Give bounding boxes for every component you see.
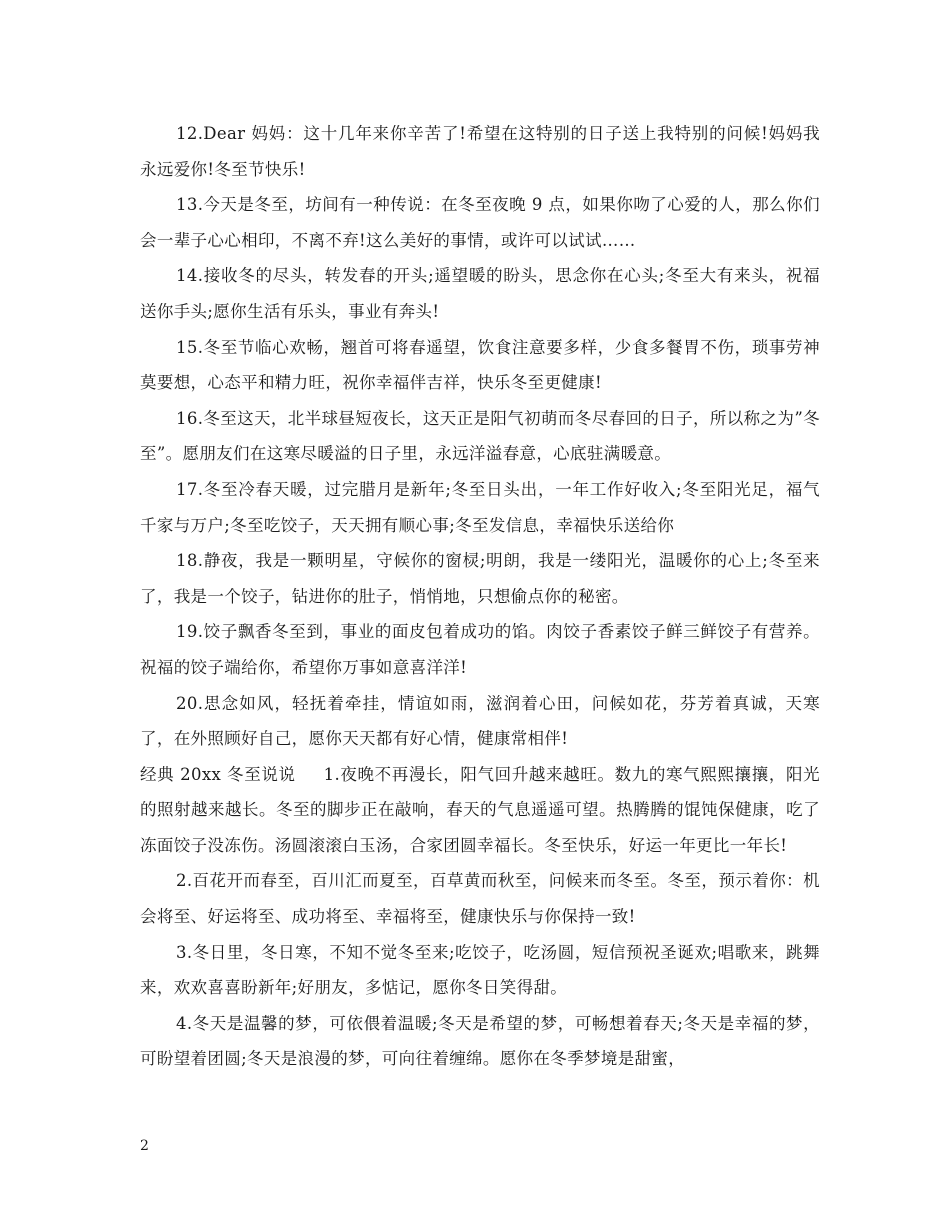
page-number: 2 [140,1138,149,1154]
paragraph-12: 12.Dear 妈妈：这十几年来你辛苦了!希望在这特别的日子送上我特别的问候!妈妈我永远爱你!冬至节快乐! [140,124,820,179]
section-heading-paragraph [140,757,820,864]
paragraph-18: 18.静夜，我是一颗明星，守候你的窗棂;明朗，我是一缕阳光，温暖你的心上;冬至来了，我是一个饺子，钻进你的肚子，悄悄地，只想偷点你的秘密。 [140,551,820,606]
section-item-4: 4.冬天是温馨的梦，可依偎着温暖;冬天是希望的梦，可畅想着春天;冬天是幸福的梦，可盼望着团圆;冬天是浪漫的梦，可向往着缠绵。愿你在冬季梦境是甜蜜， [140,1013,820,1069]
paragraph-20: 20.思念如风，轻抚着牵挂，情谊如雨，滋润着心田，问候如花，芬芳着真诚，天寒了，在外照顾好自己，愿你天天都有好心情，健康常相伴! [140,693,820,749]
paragraph-19: 19.饺子飘香冬至到，事业的面皮包着成功的馅。肉饺子香素饺子鲜三鲜饺子有营养。祝福的饺子端给你，希望你万事如意喜洋洋! [140,622,820,677]
document-body [140,116,820,1077]
paragraph-17: 17.冬至冷春天暖，过完腊月是新年;冬至日头出，一年工作好收入;冬至阳光足，福气千家与万户;冬至吃饺子，天天拥有顺心事;冬至发信息，幸福快乐送给你 [140,479,820,535]
paragraph-16: 16.冬至这天，北半球昼短夜长，这天正是阳气初萌而冬尽春回的日子，所以称之为”冬至”。愿朋友们在这寒尽暖溢的日子里，永远洋溢春意，心底驻满暖意。 [140,408,820,464]
paragraph-13: 13.今天是冬至，坊间有一种传说：在冬至夜晚 9 点，如果你吻了心爱的人，那么你们会一辈子心心相印，不离不弃!这么美好的事情，或许可以试试…… [140,195,820,250]
paragraph-15: 15.冬至节临心欢畅，翘首可将春遥望，饮食注意要多样，少食多餐胃不伤，琐事劳神莫要想，心态平和精力旺，祝你幸福伴吉祥，快乐冬至更健康! [140,337,820,393]
section-item-2: 2.百花开而春至，百川汇而夏至，百草黄而秋至，问候来而冬至。冬至，预示着你：机会将至、好运将至、成功将至、幸福将至，健康快乐与你保持一致! [140,871,820,927]
section-item-3: 3.冬日里，冬日寒，不知不觉冬至来;吃饺子，吃汤圆，短信预祝圣诞欢;唱歌来，跳舞来，欢欢喜喜盼新年;好朋友，多惦记，愿你冬日笑得甜。 [140,942,820,998]
paragraph-14: 14.接收冬的尽头，转发春的开头;遥望暖的盼头，思念你在心头;冬至大有来头，祝福送你手头;愿你生活有乐头，事业有奔头! [140,266,820,321]
section-title: 经典 20xx 冬至说说 [140,764,296,784]
section-item-1: 1.夜晚不再漫长，阳气回升越来越旺。数九的寒气熙熙攘攘，阳光的照射越来越长。冬至的脚步正在敲响，春天的气息遥遥可望。热腾腾的馄饨保健康，吃了冻面饺子没冻伤。汤圆滚滚白玉汤，合家团圆幸福长。冬至快乐，好运一年更比一年长! [140,764,820,855]
